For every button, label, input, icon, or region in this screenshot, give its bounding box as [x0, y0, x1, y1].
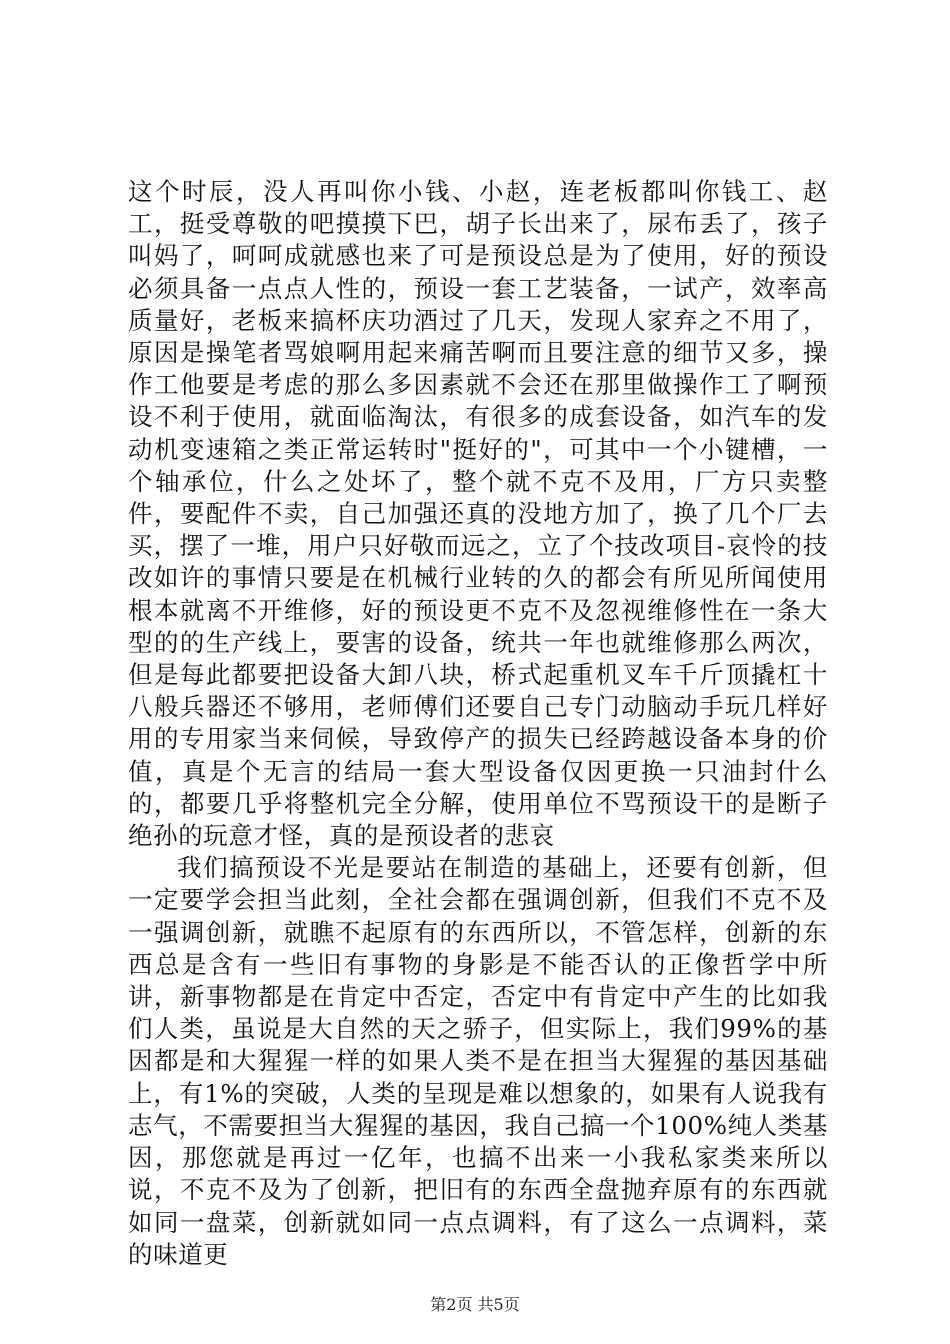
paragraph-1: 这个时辰，没人再叫你小钱、小赵，连老板都叫你钱工、赵工，挺受尊敬的吧摸摸下巴，胡子长出来了，尿布丢了，孩子叫妈了，呵呵成就感也来了可是预设总是为了使用，好的预设必须具备一点点人性的，预设一套工艺装备，一试产，效率高质量好，老板来搞杯庆功酒过了几天，发现人家弃之不用了，原因是操笔者骂娘啊用起来痛苦啊而且要注意的细节又多，操作工他要是考虑的那么多因素就不会还在那里做操作工了啊预设不利于使用，就面临淘汰，有很多的成套设备，如汽车的发动机变速箱之类正常运转时"挺好的"，可其中一个小键槽，一个轴承位，什么之处坏了，整个就不克不及用，厂方只卖整件，要配件不卖，自己加强还真的没地方加了，换了几个厂去买，摆了一堆，用户只好敬而远之，立了个技改项目-哀怜的技改如许的事情只要是在机械行业转的久的都会有所见所闻使用根本就离不开维修，好的预设更不克不及忽视维修性在一条大型的的生产线上，要害的设备，统共一年也就维修那么两次，但是每此都要把设备大卸八块，桥式起重机叉车千斤顶撬杠十八般兵器还不够用，老师傅们还要自己专门动脑动手玩几样好用的专用家当来伺候，导致停产的损失已经跨越设备本身的价值，真是个无言的结局一套大型设备仅因更换一只油封什么的，都要几乎将整机完全分解，使用单位不骂预设干的是断子绝孙的玩意才怪，真的是预设者的悲哀 [128, 177, 828, 851]
paragraph-2: 我们搞预设不光是要站在制造的基础上，还要有创新，但一定要学会担当此刻，全社会都在强调创新，但我们不克不及一强调创新，就瞧不起原有的东西所以，不管怎样，创新的东西总是含有一些旧有事物的身影是不能否认的正像哲学中所讲，新事物都是在肯定中否定，否定中有肯定中产生的比如我们人类，虽说是大自然的天之骄子，但实际上，我们99%的基因都是和大猩猩一样的如果人类不是在担当大猩猩的基因基础上，有1%的突破，人类的呈现是难以想象的，如果有人说我有志气，不需要担当大猩猩的基因，我自己搞一个100%纯人类基因，那您就是再过一亿年，也搞不出来一小我私家类来所以说，不克不及为了创新，把旧有的东西全盘抛弃原有的东西就如同一盘菜，创新就如同一点点调料，有了这么一点调料，菜的味道更 [128, 853, 828, 1269]
document-body [128, 176, 828, 1271]
page-number: 第2页 共5页 [430, 1295, 520, 1314]
